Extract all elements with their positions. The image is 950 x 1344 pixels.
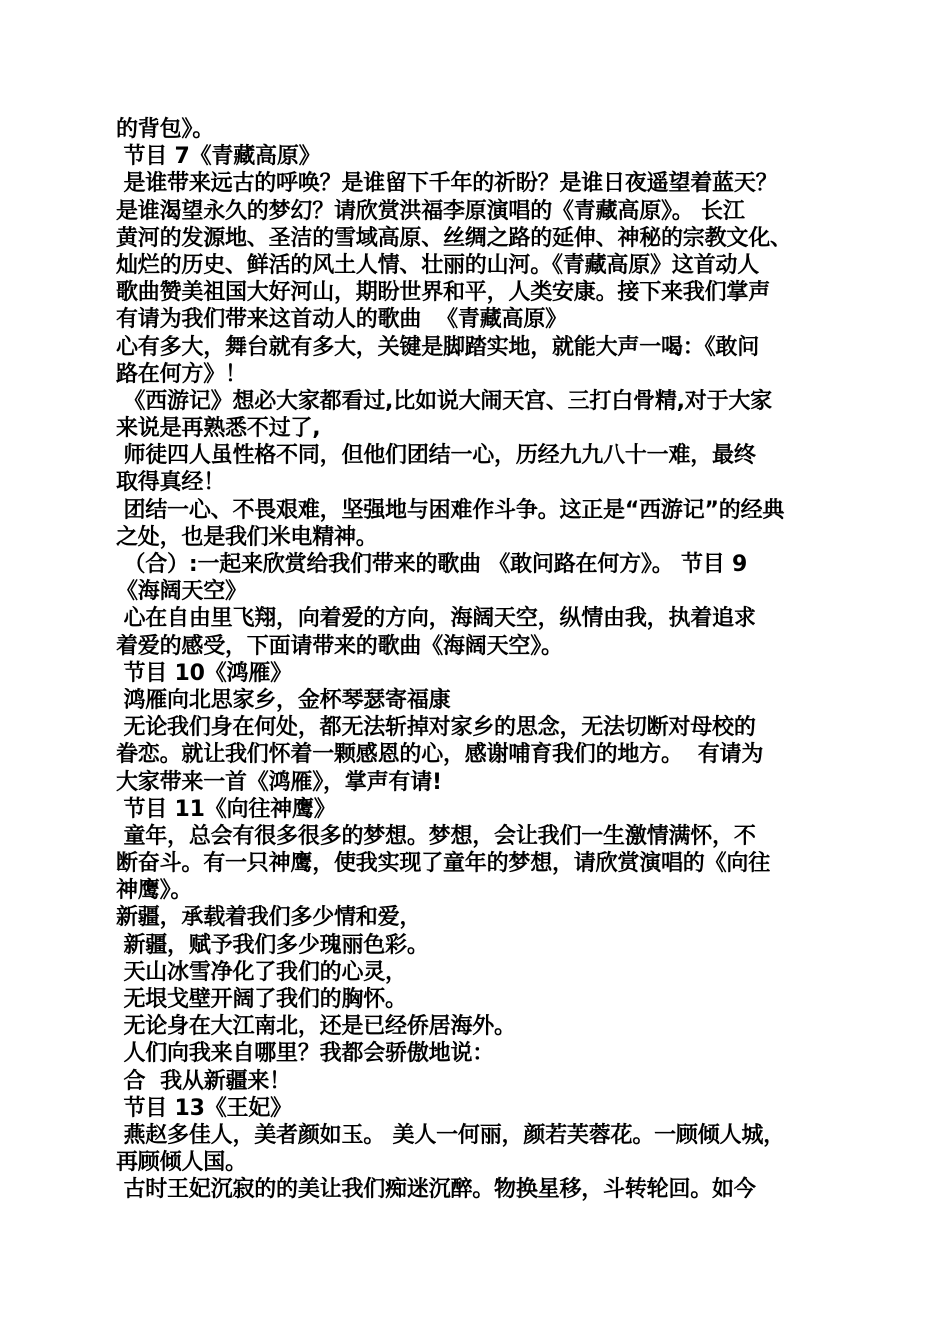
text-line: 师徒四人虽性格不同，但他们团结一心，历经九九八十一难，最终: [116, 443, 756, 469]
text-line: 天山冰雪净化了我们的心灵，: [116, 959, 407, 985]
text-line: 灿烂的历史、鲜活的风土人情、壮丽的山河。《青藏高原》这首动人: [116, 252, 760, 278]
text-line: 鸿雁向北思家乡，金杯琴瑟寄福康: [116, 687, 451, 713]
text-line: （合）:一起来欣赏给我们带来的歌曲 《敢问路在何方》。 节目 9: [116, 552, 748, 577]
program-heading: 节目 7《青藏高原》: [116, 144, 321, 170]
text-line: 心在自由里飞翔，向着爱的方向，海阔天空，纵情由我，执着追求: [116, 606, 756, 632]
text-line: 取得真经！: [116, 470, 226, 496]
program-heading: 节目 13《王妃》: [116, 1095, 292, 1121]
text-line: 歌曲赞美祖国大好河山，期盼世界和平，人类安康。接下来我们掌声: [116, 280, 771, 306]
text-line: 人们向我来自哪里？我都会骄傲地说：: [116, 1041, 495, 1067]
text-line: 再顾倾人国。: [116, 1150, 247, 1176]
text-line: 眷恋。就让我们怀着一颗感恩的心，感谢哺育我们的地方。 有请为: [116, 742, 764, 768]
text-line: 是谁渴望永久的梦幻？请欣赏洪福李原演唱的《青藏高原》。 长江: [116, 198, 745, 224]
text-line: 《西游记》想必大家都看过,比如说大闹天宫、三打白骨精,对于大家: [116, 388, 772, 414]
text-line: 是谁带来远古的呼唤？是谁留下千年的祈盼？是谁日夜遥望着蓝天？: [116, 171, 778, 197]
text-line: 无论身在大江南北，还是已经侨居海外。: [116, 1014, 516, 1040]
text-line: 有请为我们带来这首动人的歌曲 《青藏高原》: [116, 307, 567, 333]
text-line: 大家带来一首《鸿雁》，掌声有请!: [116, 769, 442, 795]
text-line: 无论我们身在何处，都无法斩掉对家乡的思念，无法切断对母校的: [116, 715, 756, 741]
text-line: 断奋斗。有一只神鹰，使我实现了童年的梦想，请欣赏演唱的《向往: [116, 851, 771, 877]
text-line: 童年，总会有很多很多的梦想。梦想，会让我们一生激情满怀，不: [116, 823, 756, 849]
text-line: 路在何方》！: [116, 361, 247, 387]
text-line: 古时王妃沉寂的的美让我们痴迷沉醉。物换星移，斗转轮回。如今: [116, 1177, 756, 1203]
text-line: 心有多大，舞台就有多大，关键是脚踏实地，就能大声一喝：《敢问: [116, 334, 760, 360]
text-line: 着爱的感受，下面请带来的歌曲《海阔天空》。: [116, 633, 563, 659]
document-page: [116, 116, 856, 1204]
text-line: 神鹰》。: [116, 878, 193, 904]
text-line: 团结一心、不畏艰难，坚强地与困难作斗争。这正是“西游记”的经典: [116, 497, 785, 523]
text-line: 来说是再熟悉不过了,: [116, 416, 321, 442]
text-line: 《海阔天空》: [116, 579, 247, 605]
text-line: 新疆，赋予我们多少瑰丽色彩。: [116, 932, 429, 958]
text-line: 新疆，承载着我们多少情和爱，: [116, 905, 422, 931]
text-line: 之处，也是我们米电精神。: [116, 524, 378, 550]
text-line: 合 我从新疆来！: [116, 1068, 291, 1094]
text-line: 黄河的发源地、圣洁的雪域高原、丝绸之路的延伸、神秘的宗教文化、: [116, 225, 792, 251]
text-line: 燕赵多佳人，美者颜如玉。 美人一何丽，颜若芙蓉花。一顾倾人城，: [116, 1122, 785, 1148]
program-heading: 节目 11《向往神鹰》: [116, 796, 336, 822]
program-heading: 节目 10《鸿雁》: [116, 660, 292, 686]
text-line: 的背包》。: [116, 117, 215, 142]
text-line: 无垠戈壁开阔了我们的胸怀。: [116, 987, 407, 1012]
